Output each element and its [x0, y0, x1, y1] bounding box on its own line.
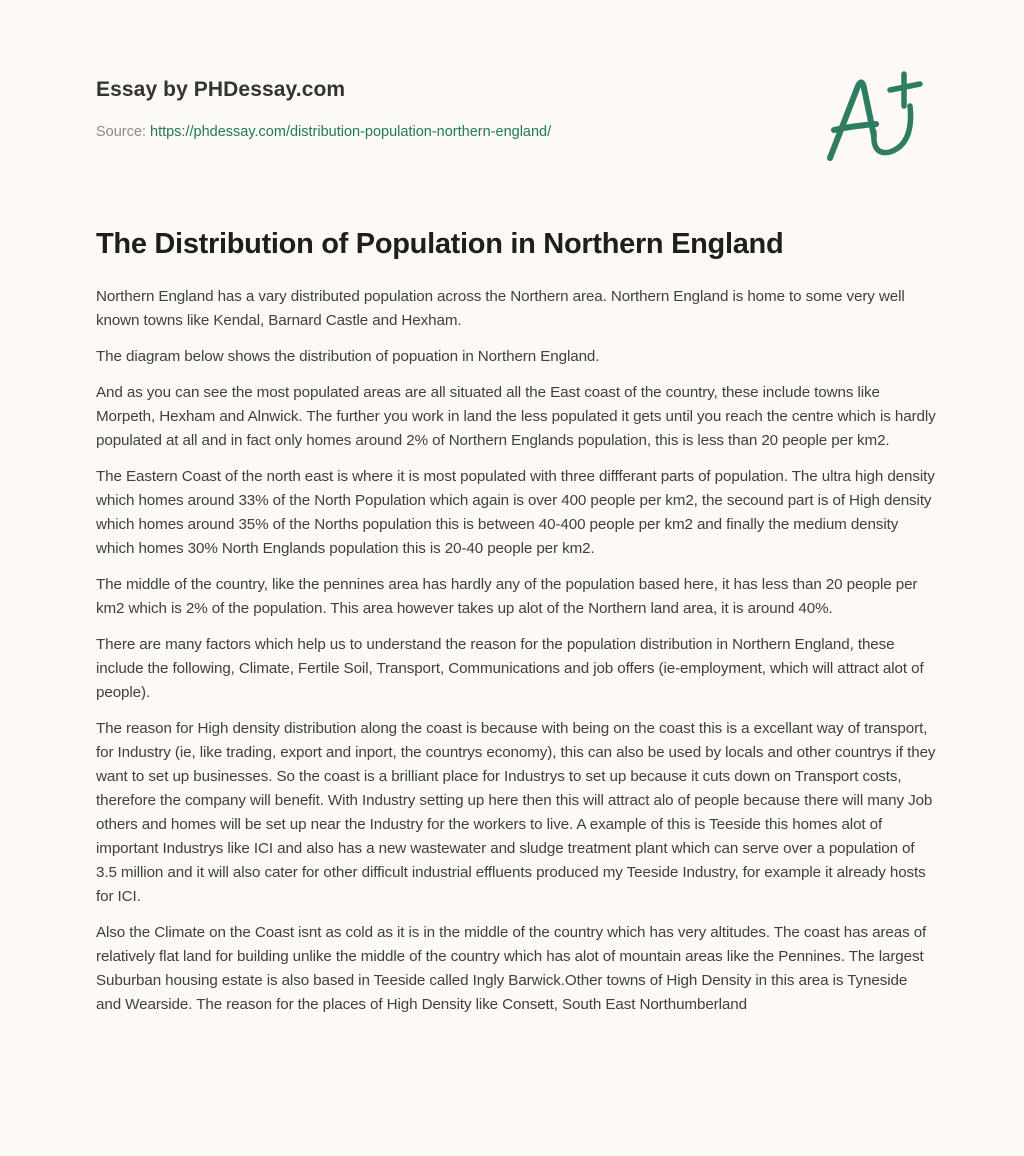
essay-paragraph: Northern England has a vary distributed population across the Northern area. Northern England is home to some very well known towns like Kendal, Barnard Castle and Hexham.	[96, 288, 905, 329]
essay-paragraph: There are many factors which help us to understand the reason for the population distribution in Northern England, these include the following, Climate, Fertile Soil, Transport, Communications and job offers (ie-employment, which will attract alot of people).	[96, 636, 924, 701]
essay-paragraph: The Eastern Coast of the north east is where it is most populated with three diffferant parts of population. The ultra high density which homes around 33% of the North Population which again is over 400 people per km2, the secound part is of High density which homes around 35% of the Norths population this is between 40-400 people per km2 and finally the medium density which homes 30% North Englands population this is 20-40 people per km2.	[96, 468, 935, 557]
site-header	[96, 74, 736, 142]
essay-paragraph: Also the Climate on the Coast isnt as cold as it is in the middle of the country which has very altitudes. The coast has areas of relatively flat land for building unlike the middle of the country which has alot of mountain areas like the Pennines. The largest Suburban housing estate is also based in Teeside called Ingly Barwick.Other towns of High Density in this area is Tyneside and Wearside. The reason for the places of High Density like Consett, South East Northumberland	[96, 924, 927, 1013]
essay-title: The Distribution of Population in Northern England	[96, 228, 784, 260]
essay-paragraph: And as you can see the most populated areas are all situated all the East coast of the country, these include towns like Morpeth, Hexham and Alnwick. The further you work in land the less populated it gets until you reach the centre which is hardly populated at all and in fact only homes around 2% of Northern Englands population, this is less than 20 people per km2.	[96, 384, 936, 449]
brand-title: Essay by PHDessay.com	[96, 78, 346, 101]
a-plus-grade-icon	[818, 66, 930, 166]
essay-body	[96, 285, 936, 1029]
source-line	[96, 122, 736, 142]
source-label: Source:	[96, 124, 150, 140]
essay-paragraph: The diagram below shows the distribution of popuation in Northern England.	[96, 348, 600, 365]
essay-paragraph: The reason for High density distribution along the coast is because with being on the coast this is a excellant way of transport, for Industry (ie, like trading, export and inport, the countrys economy), this can also be used by locals and other countrys if they want to set up businesses. So the coast is a brilliant place for Industrys to set up because it cuts down on Transport costs, therefore the company will benefit. With Industry setting up here then this will attract alo of people because there will many Job others and homes will be set up near the Industry for the workers to live. A example of this is Teeside this homes alot of important Industrys like ICI and also has a new wastewater and sludge treatment plant which can serve over a population of 3.5 million and it will also cater for other difficult industrial effluents produced my Teeside Industry, for example it already hosts for ICI.	[96, 720, 936, 905]
essay-paragraph: The middle of the country, like the pennines area has hardly any of the population based here, it has less than 20 people per km2 which is 2% of the population. This area however takes up alot of the Northern land area, it is around 40%.	[96, 576, 918, 617]
source-link[interactable]: https://phdessay.com/distribution-population-northern-england/	[150, 124, 552, 140]
